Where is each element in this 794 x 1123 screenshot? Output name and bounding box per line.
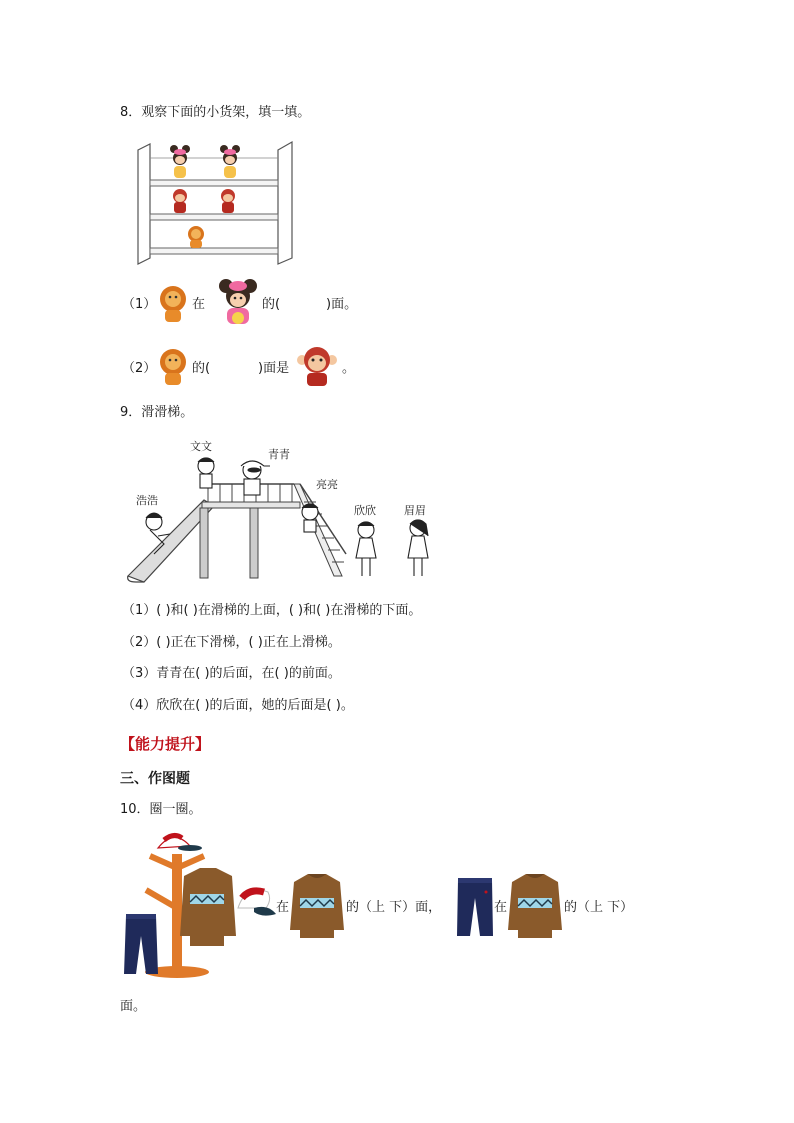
name-label-xinxin: 欣欣 xyxy=(354,504,376,517)
q10-text-1: 在 xyxy=(276,900,290,915)
sweater-icon xyxy=(508,872,562,940)
lion-toy-icon xyxy=(158,285,188,325)
q8-part2-text-3: 。 xyxy=(342,361,356,376)
child-figure xyxy=(356,522,376,576)
question-8-title: 8．观察下面的小货架，填一填。 xyxy=(120,105,311,120)
monkey-toy-icon xyxy=(221,189,235,213)
cap-icon xyxy=(158,835,202,851)
q9-line-3: （3）青青在( )的后面，在( )的前面。 xyxy=(122,666,341,681)
q8-part2-number: （2） xyxy=(122,361,157,376)
section-subheading: 三、作图题 xyxy=(120,771,190,787)
child-figure xyxy=(302,504,318,532)
name-label-haohao: 浩浩 xyxy=(136,494,158,507)
name-label-meimei: 眉眉 xyxy=(404,504,426,517)
minnie-doll-icon xyxy=(170,145,190,178)
section-heading: 【能力提升】 xyxy=(120,735,211,753)
coat-rack-illustration xyxy=(124,828,238,980)
child-figure xyxy=(198,458,214,488)
question-10-title: 10．圈一圈。 xyxy=(120,802,202,817)
q8-part1-text-2: 的( xyxy=(262,297,281,312)
q8-part2-blank[interactable] xyxy=(216,360,258,378)
sweater-icon xyxy=(290,872,344,940)
pants-icon xyxy=(124,914,158,974)
shelf-illustration xyxy=(134,140,294,265)
pants-icon xyxy=(456,876,494,938)
q8-part1-blank[interactable] xyxy=(284,296,326,314)
q10-text-3: 在 xyxy=(494,900,508,915)
lion-toy-icon xyxy=(158,348,188,388)
minnie-doll-icon xyxy=(218,276,258,328)
name-label-liangliang: 亮亮 xyxy=(316,478,338,491)
monkey-toy-icon xyxy=(296,346,338,388)
name-label-wenwen: 文文 xyxy=(190,440,212,453)
q9-line-1: （1）( )和( )在滑梯的上面，( )和( )在滑梯的下面。 xyxy=(122,603,422,618)
q8-part1-text-1: 在 xyxy=(192,297,206,312)
lion-toy-icon xyxy=(188,226,204,248)
q10-text-4: 的（上 下） xyxy=(564,900,634,915)
q9-line-2: （2）( )正在下滑梯，( )正在上滑梯。 xyxy=(122,635,341,650)
q8-part2-text-2: )面是 xyxy=(258,361,290,376)
sweater-icon xyxy=(180,868,236,946)
q9-line-4: （4）欣欣在( )的后面，她的后面是( )。 xyxy=(122,698,354,713)
q8-part1-text-3: )面。 xyxy=(326,297,358,312)
cap-icon xyxy=(236,884,278,924)
question-9-title: 9．滑滑梯。 xyxy=(120,405,194,420)
child-figure xyxy=(408,520,428,576)
minnie-doll-icon xyxy=(220,145,240,178)
name-label-qingqing: 青青 xyxy=(268,448,290,461)
q8-part1-number: （1） xyxy=(122,297,157,312)
q10-text-5: 面。 xyxy=(120,999,147,1014)
q8-part2-text-1: 的( xyxy=(192,361,211,376)
q10-text-2: 的（上 下）面， xyxy=(346,900,442,915)
child-figure xyxy=(241,461,270,495)
monkey-toy-icon xyxy=(173,189,187,213)
